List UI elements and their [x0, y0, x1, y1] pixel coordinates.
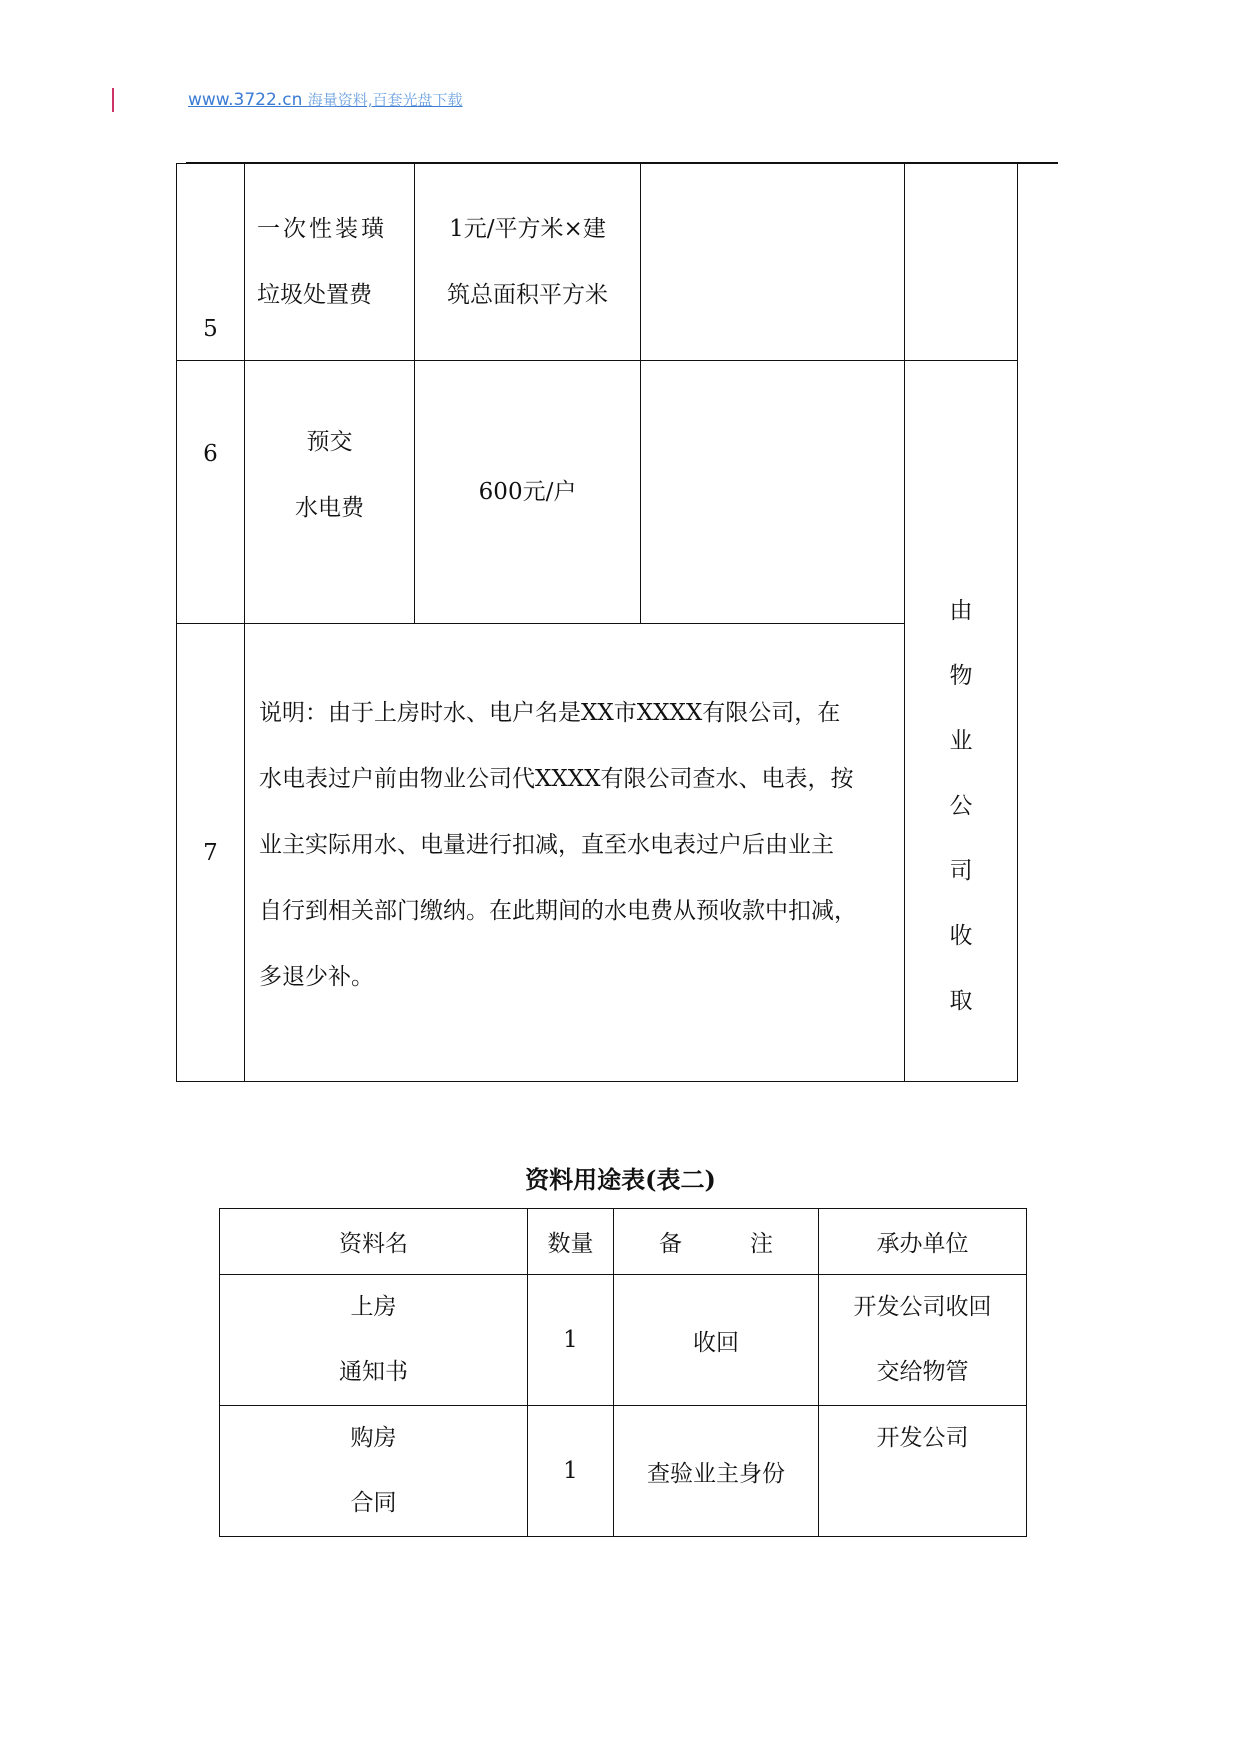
collector-char: 公	[949, 793, 973, 819]
standard-line: 1元/平方米×建	[449, 216, 606, 242]
remark-cell	[641, 361, 905, 624]
table-row	[220, 1406, 1027, 1537]
header-qty: 数量	[528, 1209, 614, 1275]
material-unit-line: 开发公司	[876, 1425, 969, 1451]
collector-cell-empty	[905, 164, 1018, 361]
header-slogan[interactable]: 海量资料,百套光盘下载	[307, 91, 463, 109]
note-line: 自行到相关部门缴纳。在此期间的水电费从预收款中扣减，	[259, 898, 857, 924]
material-qty: 1	[528, 1406, 614, 1537]
collector-char: 业	[949, 728, 973, 754]
material-unit-line: 开发公司收回	[853, 1294, 992, 1320]
row-number: 7	[177, 624, 245, 1082]
header-name: 资料名	[220, 1209, 528, 1275]
material-remark: 查验业主身份	[614, 1406, 819, 1537]
collector-char: 司	[949, 858, 973, 884]
collector-char: 收	[949, 923, 973, 949]
standard-cell	[415, 164, 641, 361]
item-line: 水电费	[295, 495, 364, 521]
header-site[interactable]: www.3722.cn	[188, 90, 303, 110]
header-link[interactable]	[188, 89, 463, 110]
header-unit: 承办单位	[819, 1209, 1027, 1275]
note-line: 说明：由于上房时水、电户名是XX市XXXX有限公司，在	[259, 700, 841, 726]
row-number: 6	[177, 361, 245, 624]
collector-char: 物	[949, 663, 973, 689]
note-line: 业主实际用水、电量进行扣减，直至水电表过户后由业主	[259, 832, 834, 858]
note-cell	[245, 624, 905, 1082]
item-cell	[245, 164, 415, 361]
item-line: 预交	[306, 429, 353, 455]
material-name-line: 通知书	[339, 1359, 408, 1385]
standard-cell: 600元/户	[415, 361, 641, 624]
remark-cell	[641, 164, 905, 361]
material-name-line: 上房	[350, 1294, 397, 1320]
material-table-title: 资料用途表(表二)	[525, 1165, 716, 1194]
material-table	[219, 1208, 1027, 1537]
material-qty: 1	[528, 1275, 614, 1406]
material-unit-line: 交给物管	[876, 1359, 969, 1385]
material-remark: 收回	[614, 1275, 819, 1406]
standard-line: 筑总面积平方米	[447, 282, 608, 308]
table-header-row	[220, 1209, 1027, 1275]
note-line: 多退少补。	[259, 964, 374, 990]
material-name-cell	[220, 1406, 528, 1537]
collector-cell	[905, 361, 1018, 1082]
header-remark	[614, 1209, 819, 1275]
material-name-line: 合同	[350, 1490, 397, 1516]
note-line: 水电表过户前由物业公司代XXXX有限公司查水、电表，按	[259, 766, 854, 792]
header-remark-a: 备	[659, 1231, 682, 1257]
collector-char: 取	[949, 988, 973, 1014]
item-cell	[245, 361, 415, 624]
table-row	[177, 164, 1018, 361]
table-row	[220, 1275, 1027, 1406]
table-row	[177, 361, 1018, 624]
item-line: 一次性装璜	[257, 216, 387, 242]
header-remark-b: 注	[750, 1231, 773, 1257]
item-line: 垃圾处置费	[257, 282, 372, 308]
material-name-cell	[220, 1275, 528, 1406]
fee-table	[176, 163, 1018, 1082]
collector-char: 由	[949, 598, 973, 624]
row-number: 5	[177, 164, 245, 361]
table-row	[177, 624, 1018, 1082]
material-unit-cell	[819, 1275, 1027, 1406]
material-unit-cell	[819, 1406, 1027, 1537]
material-name-line: 购房	[350, 1425, 397, 1451]
margin-marker	[112, 88, 114, 112]
